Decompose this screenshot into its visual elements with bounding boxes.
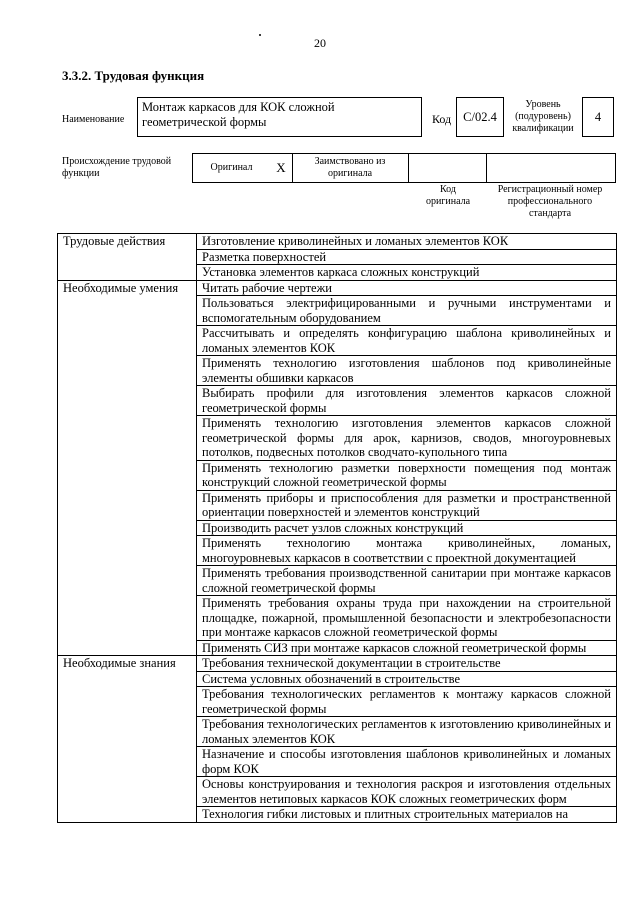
name-label: Наименование: [62, 114, 125, 125]
group-item: Читать рабочие чертежи: [197, 280, 617, 296]
original-mark: X: [276, 160, 286, 175]
code-label: Код: [432, 112, 452, 126]
table-row: [58, 656, 617, 672]
group-item: Установка элементов каркаса сложных конструкций: [197, 265, 617, 281]
origin-divider-2: [408, 153, 409, 183]
group-item: Применять приборы и приспособления для разметки и пространственной ориентации поверхностей и элементов конструкций: [197, 490, 617, 520]
group-item: Требования технологических регламентов к монтажу каркасов сложной геометрической формы: [197, 687, 617, 717]
group-item: Изготовление криволинейных и ломаных элементов КОК: [197, 234, 617, 250]
origin-divider-3: [486, 153, 487, 183]
code-value: С/02.4: [456, 97, 504, 137]
group-item: Основы конструирования и технология раскроя и изготовления отдельных элементов нетиповых каркасов КОК сложных геометрических форм: [197, 777, 617, 807]
origin-divider-1: [292, 153, 293, 183]
function-table: [57, 233, 617, 823]
group-item: Технология гибки листовых и плитных строительных материалов на: [197, 807, 617, 823]
table-row: [58, 234, 617, 250]
level-value: 4: [582, 97, 614, 137]
group-item: Применять технологию изготовления элементов каркасов сложной геометрической формы для арок, карнизов, сводов, многоуровневых потолков, подвесных потолков сводчато-купольного типа: [197, 416, 617, 461]
group-label: Необходимые знания: [58, 656, 197, 823]
group-item: Производить расчет узлов сложных конструкций: [197, 520, 617, 536]
scan-speck: [259, 34, 261, 36]
group-item: Требования технологических регламентов к изготовлению криволинейных и ломаных элементов КОК: [197, 717, 617, 747]
borrowed-label: Заимствовано из оригинала: [314, 156, 386, 179]
name-value: Монтаж каркасов для КОК сложной геометрической формы: [137, 97, 422, 137]
group-item: Требования технической документации в строительстве: [197, 656, 617, 672]
group-item: Применять требования производственной санитарии при монтаже каркасов сложной геометрической формы: [197, 566, 617, 596]
group-label: Необходимые умения: [58, 280, 197, 656]
group-item: Выбирать профили для изготовления элементов каркасов сложной геометрической формы: [197, 386, 617, 416]
group-item: Применять технологию изготовления шаблонов под криволинейные элементы обшивки каркасов: [197, 356, 617, 386]
table-row: [58, 280, 617, 296]
group-item: Применять требования охраны труда при нахождении на строительной площадке, пожарной, промышленной безопасности и электробезопасности при монтаже каркасов сложной геометрической формы: [197, 596, 617, 641]
origin-label: Происхождение трудовой функции: [62, 156, 172, 179]
section-title: 3.3.2. Трудовая функция: [62, 68, 205, 83]
code-caption: Код оригинала: [425, 184, 471, 207]
group-item: Система условных обозначений в строительстве: [197, 671, 617, 687]
level-label: Уровень (подуровень) квалификации: [512, 99, 574, 134]
group-item: Применять технологию разметки поверхности помещения под монтаж конструкций сложной геометрической формы: [197, 460, 617, 490]
group-item: Назначение и способы изготовления шаблонов криволинейных и ломаных форм КОК: [197, 747, 617, 777]
page-number: 20: [314, 36, 326, 50]
group-item: Пользоваться электрифицированными и ручными инструментами и вспомогательным оборудованием: [197, 296, 617, 326]
group-item: Разметка поверхностей: [197, 249, 617, 265]
reg-caption: Регистрационный номер профессионального стандарта: [497, 184, 603, 219]
group-item: Применять технологию монтажа криволинейных, ломаных, многоуровневых каркасов в соответствии с проектной документацией: [197, 536, 617, 566]
group-item: Рассчитывать и определять конфигурацию шаблона криволинейных и ломаных элементов КОК: [197, 326, 617, 356]
group-label: Трудовые действия: [58, 234, 197, 281]
group-item: Применять СИЗ при монтаже каркасов сложной геометрической формы: [197, 640, 617, 656]
original-label: Оригинал: [210, 162, 253, 173]
